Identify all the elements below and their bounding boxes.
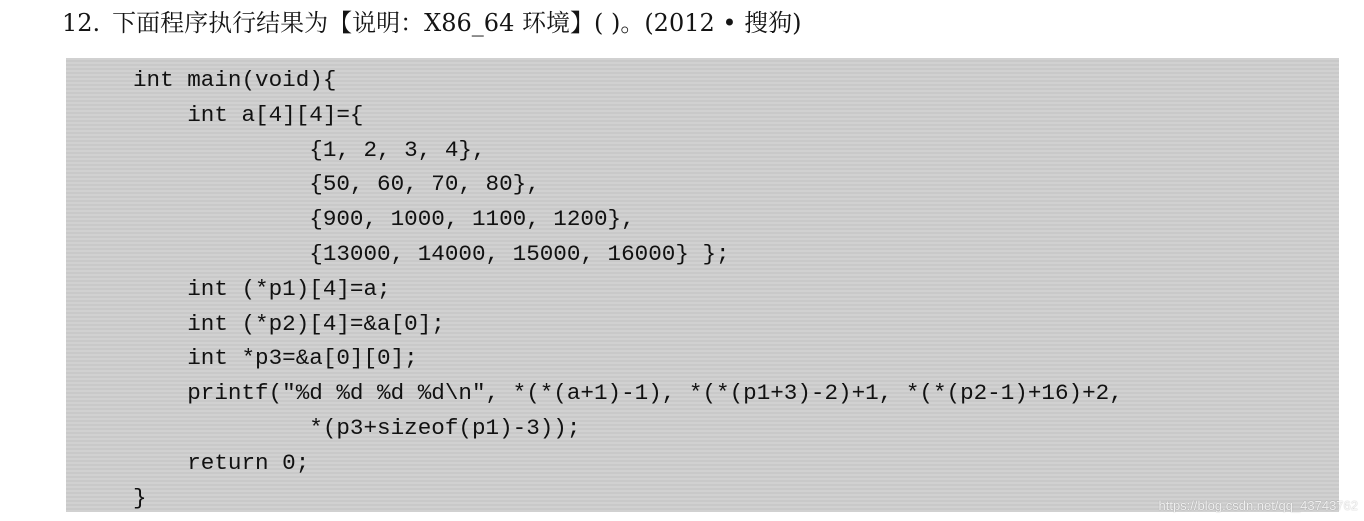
code-block xyxy=(133,63,1123,515)
code-line: {900, 1000, 1100, 1200}, xyxy=(133,206,635,233)
question-stem xyxy=(62,6,802,40)
code-line: int (*p1)[4]=a; xyxy=(133,275,391,302)
code-line: printf("%d %d %d %d\n", *(*(a+1)-1), *(*(p1+3)-2)+1, *(*(p2-1)+16)+2, xyxy=(133,380,1123,407)
code-line: } xyxy=(133,484,147,511)
code-line: {1, 2, 3, 4}, xyxy=(133,136,486,163)
watermark-url: https://blog.csdn.net/qq_43743762 xyxy=(1158,498,1358,513)
code-line: {50, 60, 70, 80}, xyxy=(133,171,540,198)
code-line: int (*p2)[4]=&a[0]; xyxy=(133,310,445,337)
code-line: int main(void){ xyxy=(133,67,337,93)
code-line: {13000, 14000, 15000, 16000} }; xyxy=(133,240,730,267)
code-line: int *p3=&a[0][0]; xyxy=(133,345,418,372)
question-number: 12. xyxy=(62,9,101,37)
question-text: 下面程序执行结果为【说明：X86_64 环境】( )。(2012 • 搜狗) xyxy=(112,9,802,37)
code-line: *(p3+sizeof(p1)-3)); xyxy=(133,414,581,441)
code-line: int a[4][4]={ xyxy=(133,101,364,128)
code-line: return 0; xyxy=(133,449,310,476)
